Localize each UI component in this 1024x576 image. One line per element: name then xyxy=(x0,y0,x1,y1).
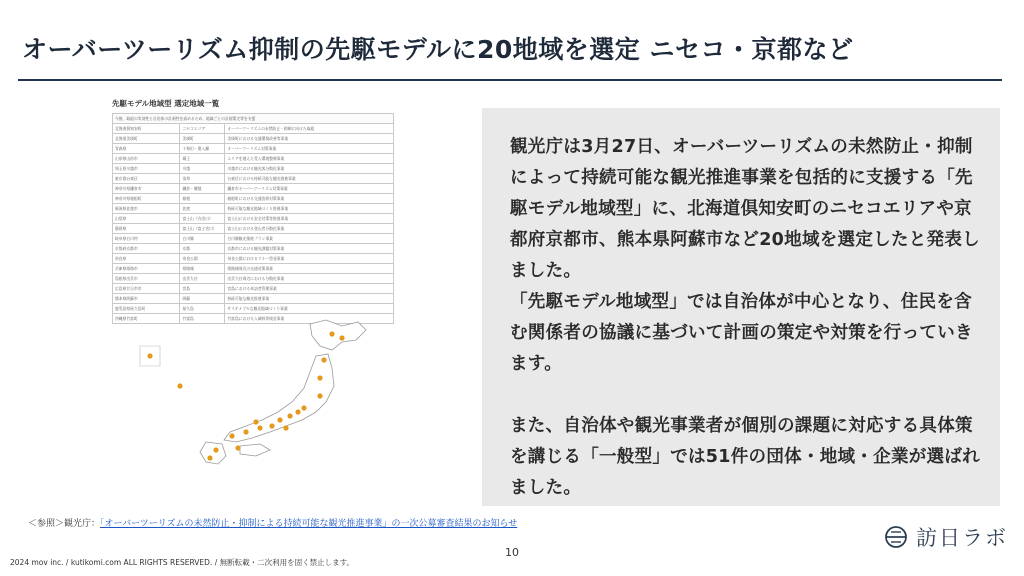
region-marker xyxy=(317,393,322,398)
table-cell: 美瑛町 xyxy=(180,134,225,144)
region-marker xyxy=(229,433,234,438)
table-cell: 埼玉県川越市 xyxy=(113,164,180,174)
table-cell: 富士山における安全対策等推進事業 xyxy=(225,214,394,224)
region-marker xyxy=(147,353,152,358)
page-number: 10 xyxy=(505,546,519,559)
region-marker xyxy=(339,335,344,340)
table-row xyxy=(113,174,394,184)
summary-paragraph-3: また、自治体や観光事業者が個別の課題に対応する具体策を講じる「一般型」では51件の団体・地域・企業が選ばれました。 xyxy=(510,416,980,498)
region-marker xyxy=(301,405,306,410)
table-cell: 京都府京都市 xyxy=(113,244,180,254)
table-cell: 美瑛町における交通環境改善等事業 xyxy=(225,134,394,144)
region-marker xyxy=(207,455,212,460)
table-row xyxy=(113,244,394,254)
footnote-prefix: ＜参照＞観光庁： xyxy=(28,519,101,529)
region-marker xyxy=(283,425,288,430)
table-row xyxy=(113,284,394,294)
table-cell: 奈良公園におけるマナー啓発事業 xyxy=(225,254,394,264)
honshu-outline xyxy=(224,354,334,442)
table-cell: 神奈川県箱根町 xyxy=(113,194,180,204)
table-cell: 持続可能な観光推進事業 xyxy=(225,294,394,304)
table-row xyxy=(113,134,394,144)
table-cell: 十和田・奥入瀬 xyxy=(180,144,225,154)
region-list-figure xyxy=(112,98,394,470)
table-cell: 白川郷観光推進プラン事業 xyxy=(225,234,394,244)
table-cell: 鹿児島県屋久島町 xyxy=(113,304,180,314)
table-row xyxy=(113,204,394,214)
region-marker xyxy=(269,423,274,428)
table-row xyxy=(113,234,394,244)
table-cell: 富士山における登山者分散化事業 xyxy=(225,224,394,234)
table-cell: オーバーツーリズム対策事業 xyxy=(225,144,394,154)
region-marker xyxy=(287,413,292,418)
hokkaido-outline xyxy=(310,320,366,350)
table-cell: 北海道美瑛町 xyxy=(113,134,180,144)
region-marker xyxy=(295,409,300,414)
table-cell: 屋久島 xyxy=(180,304,225,314)
table-cell: 兵庫県姫路市 xyxy=(113,264,180,274)
japan-map xyxy=(120,316,390,466)
table-cell: 竹富島 xyxy=(180,314,225,324)
brand-logo xyxy=(884,522,1008,552)
region-marker xyxy=(257,425,262,430)
table-cell: 静岡県 xyxy=(113,224,180,234)
table-cell: 竹富島における入域料等検討事業 xyxy=(225,314,394,324)
kyushu-outline xyxy=(200,442,226,464)
region-marker xyxy=(177,383,182,388)
table-cell: 沖縄県竹富町 xyxy=(113,314,180,324)
table-row xyxy=(113,164,394,174)
table-cell: ニセコエリア xyxy=(180,124,225,134)
region-marker xyxy=(253,419,258,424)
region-marker xyxy=(317,375,322,380)
table-row xyxy=(113,184,394,194)
table-cell: 鎌倉・腰越 xyxy=(180,184,225,194)
table-cell: オーバーツーリズムの未然防止・抑制に向けた取組 xyxy=(225,124,394,134)
table-cell: 山形県山形市 xyxy=(113,154,180,164)
table-cell: 持続可能な観光地域づくり推進事業 xyxy=(225,204,394,214)
reference-link[interactable]: 「オーバーツーリズムの未然防止・抑制による持続可能な観光推進事業」の一次公募審査結果のお知らせ xyxy=(100,519,518,529)
table-cell: 奈良公園 xyxy=(180,254,225,264)
table-cell: 箱根町における交通渋滞対策事業 xyxy=(225,194,394,204)
table-row xyxy=(113,254,394,264)
table-cell: 宮島における来訪者管理事業 xyxy=(225,284,394,294)
table-row xyxy=(113,304,394,314)
table-cell: 奈良県 xyxy=(113,254,180,264)
logo-text: 訪日ラボ xyxy=(916,526,1008,550)
table-row xyxy=(113,144,394,154)
table-row xyxy=(113,214,394,224)
table-row xyxy=(113,274,394,284)
region-marker xyxy=(213,447,218,452)
table-cell: 川越 xyxy=(180,164,225,174)
region-marker xyxy=(277,417,282,422)
region-marker xyxy=(243,429,248,434)
table-cell: 鎌倉市オーバーツーリズム対策事業 xyxy=(225,184,394,194)
reference-footnote xyxy=(28,516,517,529)
table-cell: 北海道倶知安町 xyxy=(113,124,180,134)
table-note-row xyxy=(113,114,394,124)
table-cell: サステナブルな観光地域づくり事業 xyxy=(225,304,394,314)
table-cell: 姫路城 xyxy=(180,264,225,274)
table-row xyxy=(113,124,394,134)
table-cell: 神奈川県鎌倉市 xyxy=(113,184,180,194)
table-cell: 宮島 xyxy=(180,284,225,294)
figure-heading: 先駆モデル地域型 選定地域一覧 xyxy=(112,99,220,108)
compass-logo-icon xyxy=(884,525,908,549)
summary-paragraph-1: 観光庁は3月27日、オーバーツーリズムの未然防止・抑制によって持続可能な観光推進事業を包括的に支援する「先駆モデル地域型」に、北海道倶知安町のニセコエリアや京都府京都市、熊本県阿蘇市など20地域を選定したと発表しました。 xyxy=(510,137,980,281)
copyright-notice: 2024 mov inc. / kutikomi.com ALL RIGHTS RESERVED. / 無断転載・二次利用を固く禁止します。 xyxy=(10,558,355,567)
table-row xyxy=(113,154,394,164)
table-cell: 台東区における持続可能な観光推進事業 xyxy=(225,174,394,184)
table-cell: 川越市における観光客分散化事業 xyxy=(225,164,394,174)
summary-panel xyxy=(482,108,1000,506)
table-cell: 箱根 xyxy=(180,194,225,204)
table-cell: 新潟県佐渡市 xyxy=(113,204,180,214)
table-row xyxy=(113,294,394,304)
table-cell: 出雲大社 xyxy=(180,274,225,284)
table-note: 今後、取組の実効性と自治体の計画性を高めるため、地域ごとの計画策定等を支援 xyxy=(113,114,394,124)
table-cell: 蔵王 xyxy=(180,154,225,164)
table-cell: 白川郷 xyxy=(180,234,225,244)
title-divider xyxy=(18,79,1002,81)
shikoku-outline xyxy=(240,444,270,456)
table-row xyxy=(113,264,394,274)
table-cell: 東京都台東区 xyxy=(113,174,180,184)
table-cell: 姫路城周辺の交通対策事業 xyxy=(225,264,394,274)
table-cell: 島根県出雲市 xyxy=(113,274,180,284)
slide-title: オーバーツーリズム抑制の先駆モデルに20地域を選定 ニセコ・京都など xyxy=(22,35,854,64)
table-cell: 出雲大社周辺における分散化事業 xyxy=(225,274,394,284)
table-cell: 阿蘇 xyxy=(180,294,225,304)
table-row xyxy=(113,194,394,204)
table-cell: 富士山（富士宮口） xyxy=(180,224,225,234)
region-marker xyxy=(235,445,240,450)
region-table xyxy=(112,113,394,324)
table-cell: 京都市における観光課題対策事業 xyxy=(225,244,394,254)
table-cell: 京都 xyxy=(180,244,225,254)
summary-paragraph-2: 「先駆モデル地域型」では自治体が中心となり、住民を含む関係者の協議に基づいて計画の策定や対策を行っていきます。 xyxy=(510,292,973,374)
table-cell: 浅草 xyxy=(180,174,225,184)
table-cell: 山梨県 xyxy=(113,214,180,224)
table-row xyxy=(113,224,394,234)
table-cell: 熊本県阿蘇市 xyxy=(113,294,180,304)
table-cell: エリアを越えた受入環境整備事業 xyxy=(225,154,394,164)
region-marker xyxy=(329,331,334,336)
table-cell: 広島県廿日市市 xyxy=(113,284,180,294)
table-cell: 岐阜県白川村 xyxy=(113,234,180,244)
table-cell: 富士山（吉田口） xyxy=(180,214,225,224)
region-marker xyxy=(321,357,326,362)
table-cell: 佐渡 xyxy=(180,204,225,214)
table-cell: 青森県 xyxy=(113,144,180,154)
